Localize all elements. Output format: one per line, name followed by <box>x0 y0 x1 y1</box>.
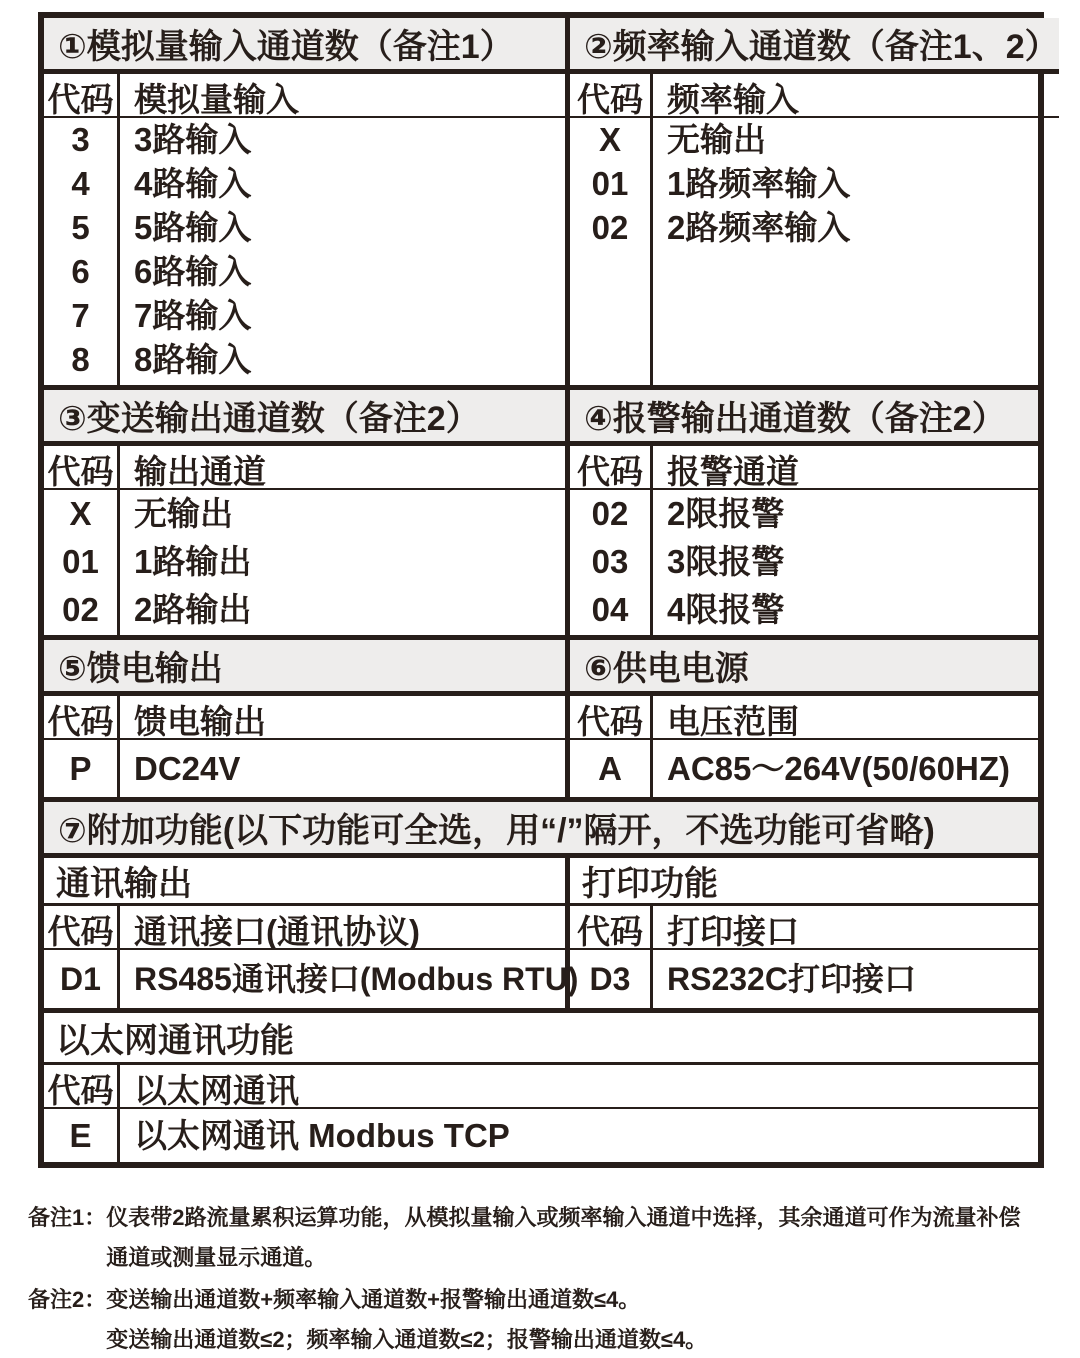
value-cell: 4限报警 <box>667 591 785 628</box>
ethernet-value-header: 以太网通讯 <box>134 1072 299 1109</box>
band-feed-power <box>44 640 1038 802</box>
code-cell: P <box>69 750 92 787</box>
note-2-text <box>106 1280 1074 1358</box>
value-cell: 6路输入 <box>134 253 252 290</box>
section-comm-output <box>44 858 579 1008</box>
code-cell: 6 <box>71 253 90 290</box>
ethernet-header-row <box>44 1065 1038 1109</box>
section-7-title: ⑦附加功能(以下功能可全选，用“/”隔开，不选功能可省略) <box>44 802 1038 858</box>
code-cell: X <box>598 121 621 158</box>
code-cell: 3 <box>71 121 90 158</box>
comm-code-header: 代码 <box>44 906 120 953</box>
comm-header-row <box>44 906 565 950</box>
code-cell: 04 <box>591 591 629 628</box>
section-print-function <box>570 858 1038 1008</box>
print-value-header: 打印接口 <box>667 913 799 950</box>
note-2-label: 备注2： <box>28 1287 107 1312</box>
note-1-text <box>106 1198 1074 1278</box>
value-cell: 2路频率输入 <box>667 209 851 246</box>
section-5-value-header: 馈电输出 <box>134 703 266 740</box>
value-cell: RS485通讯接口(Modbus RTU) <box>134 961 579 997</box>
print-code-header: 代码 <box>570 906 653 953</box>
section-1-value-header: 模拟量输入 <box>134 81 299 118</box>
section-5-code-header: 代码 <box>44 696 120 743</box>
section-6-body <box>570 740 1038 797</box>
code-cell: 02 <box>591 495 629 532</box>
value-cell: 5路输入 <box>134 209 252 246</box>
value-cell: RS232C打印接口 <box>667 961 916 997</box>
note-1-line-2: 通道或测量显示通道。 <box>106 1245 327 1270</box>
print-group-label: 打印功能 <box>570 858 1038 906</box>
section-2-codes <box>570 118 653 385</box>
value-cell: 无输出 <box>134 495 233 532</box>
code-cell: X <box>69 495 92 532</box>
code-cell: 5 <box>71 209 90 246</box>
comm-value-header: 通讯接口(通讯协议) <box>134 913 420 950</box>
code-cell: D3 <box>589 961 631 997</box>
code-cell: 03 <box>591 543 629 580</box>
section-1-body <box>44 118 565 385</box>
section-3-header-row <box>44 446 565 490</box>
section-2-value-header: 频率输入 <box>667 81 799 118</box>
section-4-value-header: 报警通道 <box>667 453 799 490</box>
section-2-title: ②频率输入通道数（备注1、2） <box>570 18 1059 74</box>
value-cell: DC24V <box>134 750 241 787</box>
code-cell: E <box>69 1117 92 1154</box>
code-cell: 02 <box>62 591 99 628</box>
print-header-row <box>570 906 1038 950</box>
value-cell: 7路输入 <box>134 297 252 334</box>
section-2-values <box>653 118 1059 385</box>
ethernet-code-header: 代码 <box>44 1065 120 1112</box>
value-cell: 3限报警 <box>667 543 785 580</box>
code-cell: 01 <box>62 543 99 580</box>
comm-group-label: 通讯输出 <box>44 858 565 906</box>
section-6-codes <box>570 740 653 797</box>
section-6-values <box>653 740 1038 797</box>
value-cell: 3路输入 <box>134 121 252 158</box>
section-1-title: ①模拟量输入通道数（备注1） <box>44 18 565 74</box>
section-transmit-output <box>44 390 570 635</box>
code-cell: 8 <box>71 341 90 378</box>
section-4-code-header: 代码 <box>570 446 653 493</box>
section-feed-output <box>44 640 570 797</box>
code-cell: 4 <box>71 165 90 202</box>
value-cell: 8路输入 <box>134 341 252 378</box>
ethernet-codes <box>44 1109 120 1162</box>
code-cell: 7 <box>71 297 90 334</box>
section-1-code-header: 代码 <box>44 74 120 121</box>
value-cell: 无输出 <box>667 121 766 158</box>
note-2 <box>28 1280 1074 1358</box>
code-cell: D1 <box>60 961 101 997</box>
section-1-values <box>120 118 565 385</box>
ethernet-group-label: 以太网通讯功能 <box>44 1013 1038 1065</box>
note-2-line-2: 变送输出通道数≤2；频率输入通道数≤2；报警输出通道数≤4。 <box>106 1327 708 1352</box>
code-cell: 02 <box>591 209 629 246</box>
section-4-body <box>570 490 1038 635</box>
note-1-label: 备注1： <box>28 1205 107 1230</box>
section-4-title: ④报警输出通道数（备注2） <box>570 390 1038 446</box>
section-3-values <box>120 490 565 635</box>
section-5-codes <box>44 740 120 797</box>
section-alarm-output <box>570 390 1038 635</box>
band-ethernet <box>44 1013 1038 1162</box>
section-3-value-header: 输出通道 <box>134 453 266 490</box>
comm-codes <box>44 950 120 1008</box>
value-cell: 2限报警 <box>667 495 785 532</box>
value-cell: 以太网通讯 Modbus TCP <box>134 1117 510 1154</box>
section-6-value-header: 电压范围 <box>667 703 799 740</box>
section-6-code-header: 代码 <box>570 696 653 743</box>
section-5-header-row <box>44 696 565 740</box>
band-analog-frequency <box>44 18 1059 390</box>
code-cell: A <box>598 750 622 787</box>
note-1-line-1: 仪表带2路流量累积运算功能，从模拟量输入或频率输入通道中选择，其余通道可作为流量补偿 <box>106 1205 1021 1230</box>
footnotes <box>28 1198 1074 1358</box>
print-codes <box>570 950 653 1008</box>
section-6-header-row <box>570 696 1038 740</box>
ethernet-body <box>44 1109 1038 1162</box>
section-3-code-header: 代码 <box>44 446 120 493</box>
section-4-values <box>653 490 1038 635</box>
section-3-codes <box>44 490 120 635</box>
band-transmit-alarm <box>44 390 1038 640</box>
section-4-codes <box>570 490 653 635</box>
value-cell: 1路输出 <box>134 543 252 580</box>
section-2-code-header: 代码 <box>570 74 653 121</box>
section-6-title: ⑥供电电源 <box>570 640 1038 696</box>
section-1-codes <box>44 118 120 385</box>
comm-body <box>44 950 579 1008</box>
section-5-values <box>120 740 565 797</box>
value-cell: 4路输入 <box>134 165 252 202</box>
section-2-body <box>570 118 1059 385</box>
section-power-supply <box>570 640 1038 797</box>
section-5-title: ⑤馈电输出 <box>44 640 565 696</box>
section-analog-input <box>44 18 570 385</box>
value-cell: 1路频率输入 <box>667 165 851 202</box>
note-2-line-1: 变送输出通道数+频率输入通道数+报警输出通道数≤4。 <box>106 1287 641 1312</box>
print-values <box>653 950 1038 1008</box>
value-cell: 2路输出 <box>134 591 252 628</box>
ordering-spec-table <box>38 12 1059 1168</box>
section-5-body <box>44 740 565 797</box>
code-cell: 01 <box>591 165 629 202</box>
comm-values <box>120 950 578 1008</box>
value-cell: AC85～264V(50/60HZ) <box>667 750 1010 787</box>
note-1 <box>28 1198 1074 1278</box>
section-3-title: ③变送输出通道数（备注2） <box>44 390 565 446</box>
section-frequency-input <box>570 18 1059 385</box>
band-additional-functions <box>44 802 1038 1013</box>
ethernet-values <box>120 1109 1038 1162</box>
section-3-body <box>44 490 565 635</box>
section-1-header-row <box>44 74 565 118</box>
section-2-header-row <box>570 74 1059 118</box>
print-body <box>570 950 1038 1008</box>
section-7-columns <box>44 858 1038 1008</box>
section-4-header-row <box>570 446 1038 490</box>
